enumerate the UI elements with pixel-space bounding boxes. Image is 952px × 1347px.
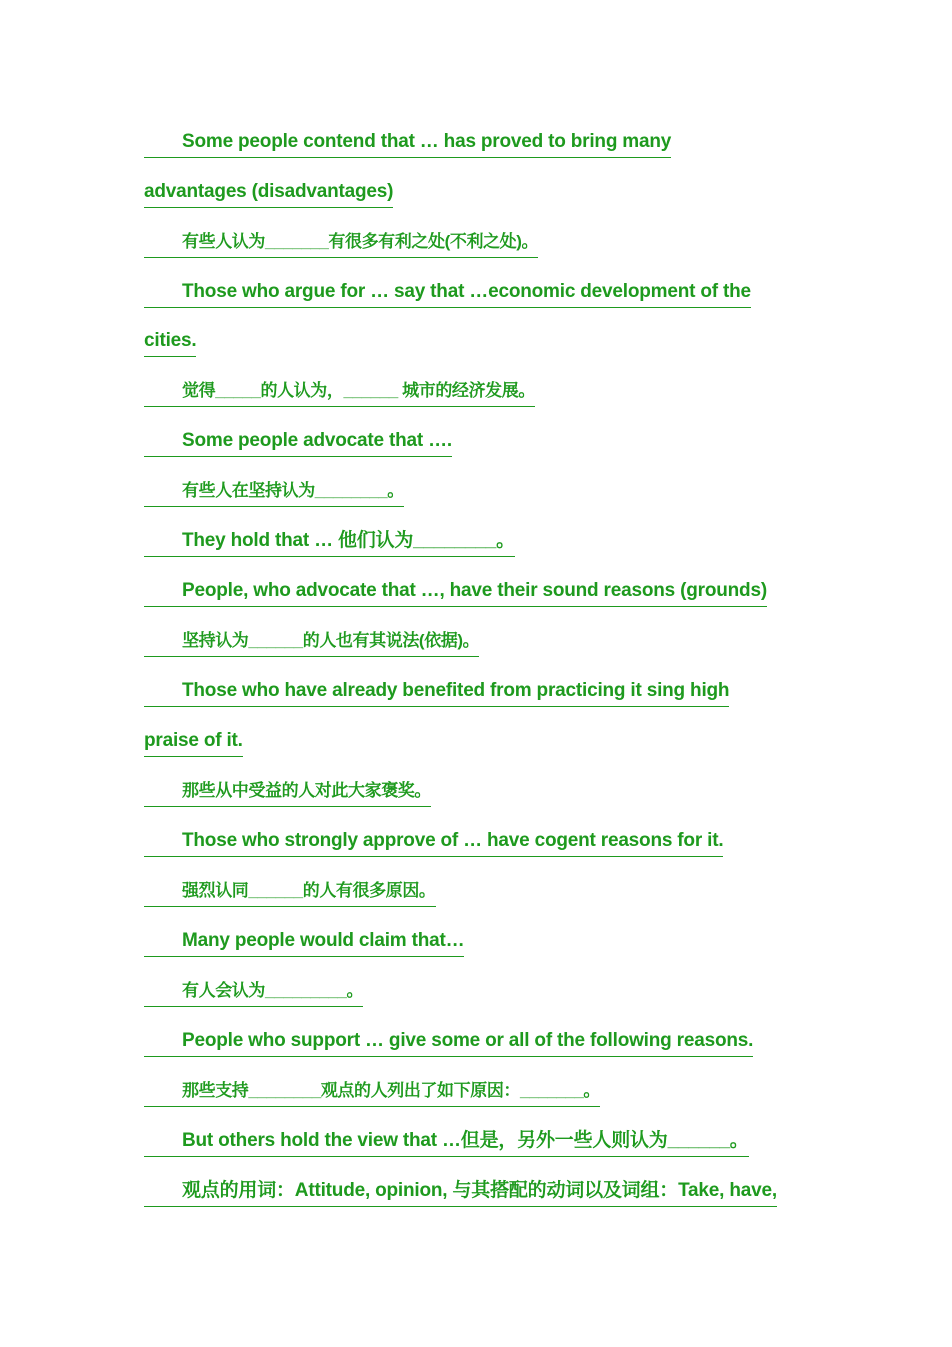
line-text: Some people contend that … has proved to bring many — [182, 131, 672, 152]
line-text: 有些人认为_______有很多有利之处(不利之处)。 — [182, 232, 539, 251]
doc-line — [144, 1126, 749, 1157]
line-text: 有人会认为_________。 — [182, 981, 364, 1000]
doc-line — [144, 626, 479, 657]
line-text: Many people would claim that… — [182, 930, 465, 951]
line-text: 坚持认为______的人也有其说法(依据)。 — [182, 631, 480, 650]
line-text: But others hold the view that …但是，另外一些人则认为______。 — [182, 1130, 749, 1151]
doc-line — [144, 227, 538, 258]
line-text: People who support … give some or all of the following reasons. — [182, 1030, 754, 1051]
doc-line — [144, 876, 436, 907]
doc-line — [144, 1176, 777, 1207]
doc-line — [144, 526, 515, 557]
doc-line — [144, 676, 729, 707]
line-text: Some people advocate that …. — [182, 430, 452, 451]
doc-line — [144, 1026, 753, 1057]
doc-line — [144, 1076, 600, 1107]
doc-line — [144, 177, 393, 208]
line-text: Those who argue for … say that …economic development of the — [182, 281, 751, 302]
doc-line — [144, 326, 196, 357]
line-text: 有些人在坚持认为________。 — [182, 481, 404, 500]
doc-line — [144, 576, 767, 607]
line-text: praise of it. — [144, 730, 243, 751]
doc-line — [144, 726, 243, 757]
line-text: advantages (disadvantages) — [144, 181, 394, 202]
doc-line — [144, 926, 464, 957]
line-text: They hold that … 他们认为________。 — [182, 530, 515, 551]
line-text: Those who have already benefited from practicing it sing high — [182, 680, 730, 701]
line-text: 观点的用词：Attitude, opinion, 与其搭配的动词以及词组：Take, have, — [182, 1180, 777, 1201]
doc-line — [144, 476, 404, 507]
line-text: 强烈认同______的人有很多原因。 — [182, 881, 436, 900]
doc-line — [144, 826, 723, 857]
line-text: Those who strongly approve of … have cogent reasons for it. — [182, 830, 724, 851]
doc-line — [144, 976, 363, 1007]
doc-line — [144, 776, 431, 807]
doc-line — [144, 277, 751, 308]
doc-line — [144, 127, 671, 158]
line-text: People, who advocate that …, have their sound reasons (grounds) — [182, 580, 767, 601]
line-text: cities. — [144, 330, 197, 351]
line-text: 觉得_____的人认为，______ 城市的经济发展。 — [182, 381, 535, 400]
line-text: 那些从中受益的人对此大家褒奖。 — [182, 781, 431, 800]
line-text: 那些支持________观点的人列出了如下原因：_______。 — [182, 1081, 601, 1100]
doc-line — [144, 426, 452, 457]
doc-line — [144, 376, 535, 407]
